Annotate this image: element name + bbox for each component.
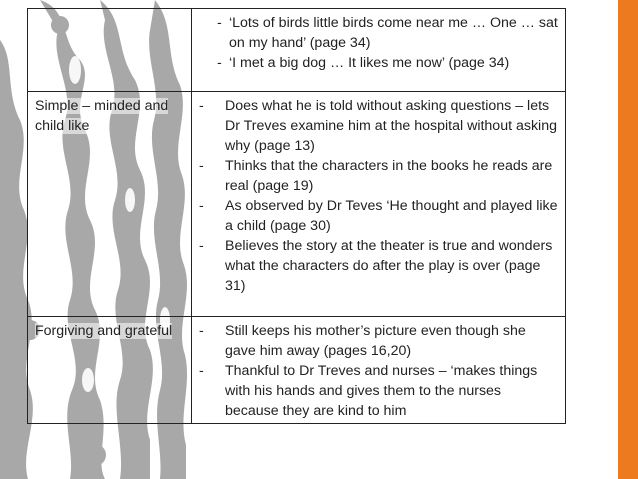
trait-cell [28, 9, 192, 92]
evidence-list [199, 96, 558, 296]
evidence-list [199, 13, 558, 73]
trait-label: Forgiving and grateful [35, 323, 173, 339]
dash-marker: - [199, 198, 204, 214]
table-row [28, 317, 566, 424]
list-item [199, 361, 558, 421]
evidence-text: ‘I met a big dog … It likes me now’ (page 34) [229, 55, 510, 71]
dash-marker: - [217, 55, 222, 71]
trait-cell [28, 92, 192, 317]
evidence-cell [192, 9, 566, 92]
list-item [199, 53, 558, 73]
orange-accent-bar [618, 0, 638, 479]
dash-marker: - [199, 158, 204, 174]
trait-label: Simple – minded and child like [35, 98, 169, 134]
list-item [199, 236, 558, 296]
list-item [199, 321, 558, 361]
dash-marker: - [199, 238, 204, 254]
evidence-text: Thankful to Dr Treves and nurses – ‘makes things with his hands and gives them to the nurses because they are kind to him [225, 363, 538, 419]
trait-cell [28, 317, 192, 424]
list-item [199, 156, 558, 196]
evidence-text: Believes the story at the theater is true and wonders what the characters do after the play is over (page 31) [225, 238, 553, 294]
table-row [28, 92, 566, 317]
list-item [199, 196, 558, 236]
evidence-cell [192, 92, 566, 317]
evidence-cell [192, 317, 566, 424]
table-row [28, 9, 566, 92]
character-traits-table [27, 8, 566, 424]
dash-marker: - [199, 98, 204, 114]
evidence-text: Thinks that the characters in the books he reads are real (page 19) [225, 158, 553, 194]
dash-marker: - [199, 363, 204, 379]
dash-marker: - [217, 15, 222, 31]
list-item [199, 13, 558, 53]
evidence-list [199, 321, 558, 421]
dash-marker: - [199, 323, 204, 339]
evidence-text: ‘Lots of birds little birds come near me … One … sat on my hand’ (page 34) [229, 15, 558, 51]
evidence-text: As observed by Dr Teves ‘He thought and played like a child (page 30) [225, 198, 558, 234]
list-item [199, 96, 558, 156]
evidence-text: Does what he is told without asking questions – lets Dr Treves examine him at the hospital without asking why (page 13) [225, 98, 557, 154]
evidence-text: Still keeps his mother’s picture even though she gave him away (pages 16,20) [225, 323, 526, 359]
